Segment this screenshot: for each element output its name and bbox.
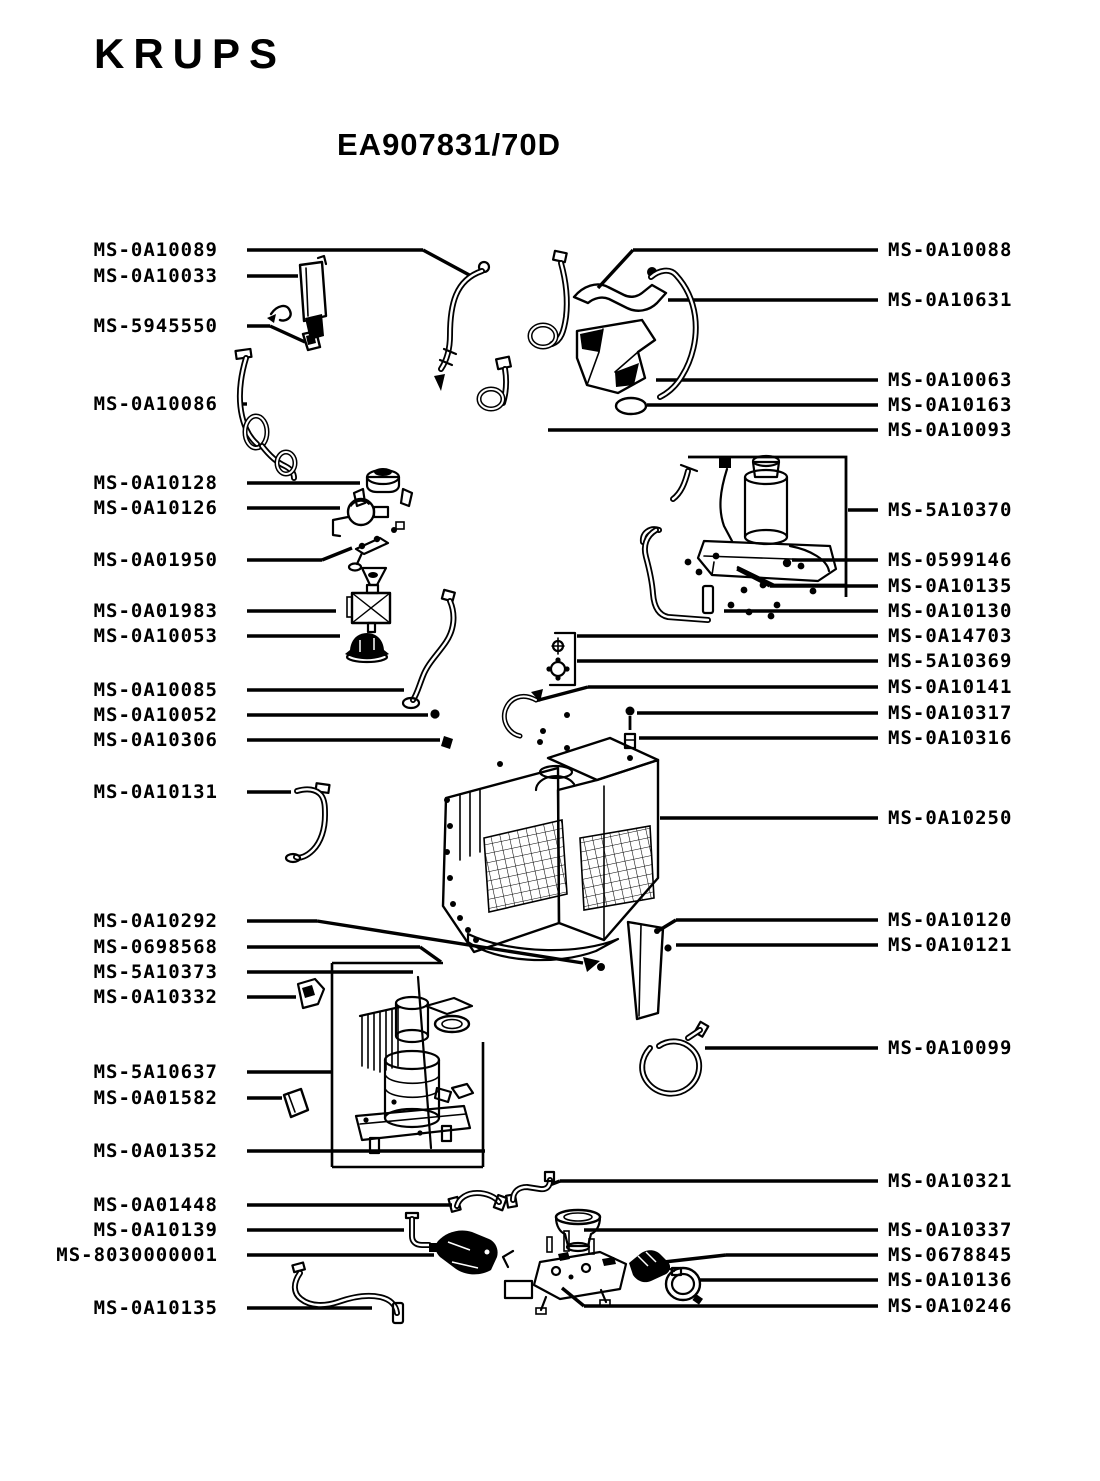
part-label-right-2: MS-0A10063	[888, 369, 1013, 391]
leader-line	[322, 548, 352, 560]
part-label-left-13: MS-0A10292	[93, 910, 218, 932]
part-label-left-11: MS-0A10306	[93, 729, 218, 751]
leader-line	[598, 250, 633, 288]
part-drawing-oring-0a10136	[666, 1268, 703, 1305]
part-drawing-screw-0a10052	[430, 709, 439, 718]
part-label-left-23: MS-0A10135	[93, 1297, 218, 1319]
part-drawing-bracket-0a10033	[267, 256, 326, 350]
part-drawing-brew-box	[332, 963, 483, 1167]
part-label-left-5: MS-0A10126	[93, 497, 218, 519]
part-drawing-screw-0a10306	[441, 736, 453, 749]
part-label-right-15: MS-0A10120	[888, 909, 1013, 931]
part-drawing-nozzle-0678845	[629, 1250, 681, 1282]
part-drawing-chassis-0a10250	[443, 738, 658, 960]
part-drawing-screw-0a10292	[583, 957, 605, 972]
brand-logo: KRUPS	[94, 30, 287, 77]
part-drawing-valve-0a10126	[333, 499, 404, 536]
part-label-right-22: MS-0A10246	[888, 1295, 1013, 1317]
part-label-left-16: MS-0A10332	[93, 986, 218, 1008]
part-label-left-22: MS-8030000001	[56, 1244, 218, 1266]
part-label-right-3: MS-0A10163	[888, 394, 1013, 416]
part-label-right-1: MS-0A10631	[888, 289, 1013, 311]
leader-line	[270, 326, 305, 342]
part-label-left-8: MS-0A10053	[93, 625, 218, 647]
part-label-right-0: MS-0A10088	[888, 239, 1013, 261]
part-label-right-5: MS-5A10370	[888, 499, 1013, 521]
part-label-right-21: MS-0A10136	[888, 1269, 1013, 1291]
part-drawing-scoop-0a10063	[577, 320, 655, 393]
part-drawing-tube-0a10085	[403, 590, 455, 708]
part-drawing-tube-0a10086	[236, 349, 295, 478]
leader-line	[658, 920, 676, 931]
leader-line	[420, 947, 441, 962]
part-drawing-pipe-0a10139	[406, 1213, 429, 1245]
part-label-right-18: MS-0A10321	[888, 1170, 1013, 1192]
part-label-right-19: MS-0A10337	[888, 1219, 1013, 1241]
part-drawing-brew-unit-5a10637	[356, 997, 473, 1153]
part-drawing-bracket-0a14703	[546, 633, 575, 685]
part-label-left-1: MS-0A10033	[93, 265, 218, 287]
part-label-left-18: MS-0A01582	[93, 1087, 218, 1109]
part-drawing-tube-0a10088	[574, 284, 666, 310]
part-drawing-block-0a01582	[284, 1089, 308, 1117]
part-drawing-lever-0a01950	[349, 536, 388, 571]
part-drawing-motor-8030000001	[429, 1230, 498, 1274]
part-label-left-2: MS-5945550	[93, 315, 218, 337]
part-label-right-4: MS-0A10093	[888, 419, 1013, 441]
part-label-left-12: MS-0A10131	[93, 781, 218, 803]
part-drawing-pin-0a10317	[626, 707, 635, 731]
part-drawing-tube-0a10321	[506, 1172, 554, 1208]
part-label-right-20: MS-0678845	[888, 1244, 1013, 1266]
part-label-left-0: MS-0A10089	[93, 239, 218, 261]
part-label-right-13: MS-0A10316	[888, 727, 1013, 749]
part-label-left-19: MS-0A01352	[93, 1140, 218, 1162]
part-label-right-7: MS-0A10135	[888, 575, 1013, 597]
part-drawing-tube-0a10131	[286, 783, 329, 862]
part-label-right-12: MS-0A10317	[888, 702, 1013, 724]
part-label-right-14: MS-0A10250	[888, 807, 1013, 829]
part-drawing-elbow-0a01448	[449, 1193, 507, 1212]
part-label-left-7: MS-0A01983	[93, 600, 218, 622]
part-label-right-6: MS-0599146	[888, 549, 1013, 571]
part-label-left-6: MS-0A01950	[93, 549, 218, 571]
part-drawing-tube-0a10089	[434, 262, 489, 391]
part-drawing-pump-5a10370	[643, 456, 846, 620]
part-label-right-10: MS-5A10369	[888, 650, 1013, 672]
part-label-left-10: MS-0A10052	[93, 704, 218, 726]
part-label-right-9: MS-0A14703	[888, 625, 1013, 647]
part-label-right-11: MS-0A10141	[888, 676, 1013, 698]
part-label-right-16: MS-0A10121	[888, 934, 1013, 956]
part-drawing-panel-0a10120	[628, 922, 672, 1019]
part-drawing-foot-0a10053	[345, 633, 389, 662]
part-label-left-17: MS-5A10637	[93, 1061, 218, 1083]
part-label-left-4: MS-0A10128	[93, 472, 218, 494]
part-label-left-9: MS-0A10085	[93, 679, 218, 701]
part-drawings-layer	[236, 251, 846, 1323]
part-label-right-17: MS-0A10099	[888, 1037, 1013, 1059]
leader-line	[664, 1255, 726, 1262]
page-title: EA907831/70D	[337, 127, 561, 162]
part-drawing-gasket-0a10163	[616, 398, 646, 414]
part-label-right-8: MS-0A10130	[888, 600, 1013, 622]
part-label-left-21: MS-0A10139	[93, 1219, 218, 1241]
part-drawing-tube-0a10093	[479, 251, 567, 409]
part-drawing-hose-0a10099	[642, 1022, 708, 1094]
part-label-left-3: MS-0A10086	[93, 393, 218, 415]
part-label-left-14: MS-0698568	[93, 936, 218, 958]
part-drawing-clip-0a10332	[298, 979, 324, 1008]
part-drawing-solenoid-0a01983	[347, 568, 390, 632]
part-drawing-valve-assembly-0a10246	[503, 1231, 626, 1314]
leader-line	[423, 250, 473, 277]
part-drawing-hose-0a10135	[292, 1263, 403, 1323]
part-label-left-20: MS-0A01448	[93, 1194, 218, 1216]
part-label-left-15: MS-5A10373	[93, 961, 218, 983]
